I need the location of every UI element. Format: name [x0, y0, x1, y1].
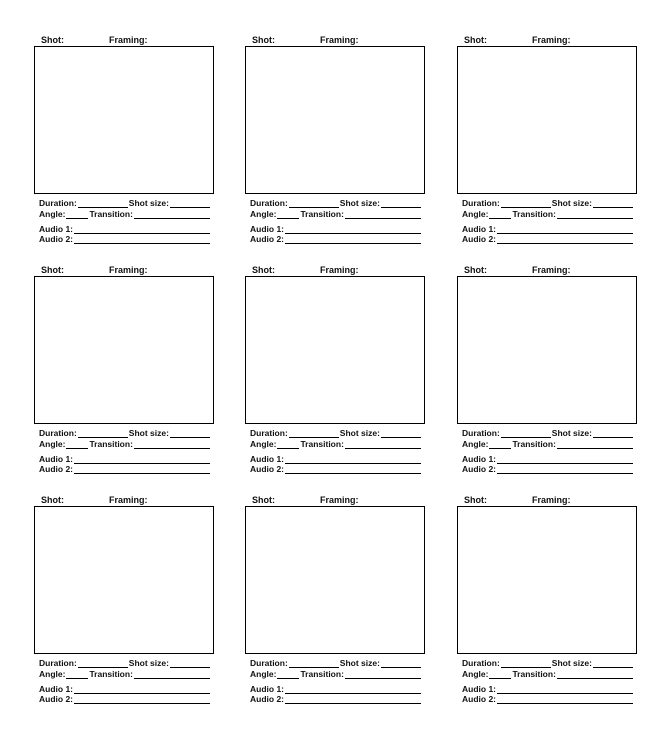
shot-size-label: Shot size: [128, 198, 169, 208]
angle-label: Angle: [250, 669, 277, 679]
framing-label: Framing: [532, 35, 571, 45]
duration-shot-size-row [462, 658, 634, 669]
shot-size-line[interactable] [593, 658, 633, 668]
angle-line[interactable] [489, 439, 511, 449]
audio-2-row [250, 464, 422, 475]
transition-label: Transition: [89, 209, 133, 219]
audio-2-row [39, 694, 211, 705]
framing-label: Framing: [320, 495, 359, 505]
duration-shot-size-row [39, 658, 211, 669]
sketch-frame[interactable] [457, 46, 637, 194]
audio-2-row [250, 234, 422, 245]
audio-2-row [462, 234, 634, 245]
shot-size-line[interactable] [170, 428, 210, 438]
duration-label: Duration: [462, 198, 500, 208]
audio-2-label: Audio 2: [250, 464, 284, 474]
audio-2-line[interactable] [285, 694, 421, 704]
panel-header [464, 34, 636, 46]
audio-2-line[interactable] [285, 464, 421, 474]
shot-size-label: Shot size: [551, 658, 592, 668]
angle-transition-row [250, 209, 422, 220]
sketch-frame[interactable] [245, 506, 425, 654]
storyboard-panel-3 [457, 34, 639, 252]
duration-label: Duration: [250, 428, 288, 438]
angle-transition-row [39, 209, 211, 220]
shot-label: Shot: [41, 495, 64, 505]
angle-transition-row [39, 439, 211, 450]
sketch-frame[interactable] [457, 506, 637, 654]
shot-size-line[interactable] [170, 658, 210, 668]
storyboard-panel-1 [34, 34, 216, 252]
angle-transition-row [250, 669, 422, 680]
transition-label: Transition: [512, 439, 556, 449]
audio-1-label: Audio 1: [462, 454, 496, 464]
audio-1-line[interactable] [74, 224, 210, 234]
angle-line[interactable] [489, 209, 511, 219]
transition-line[interactable] [134, 669, 210, 679]
shot-size-label: Shot size: [128, 428, 169, 438]
audio-2-line[interactable] [497, 694, 633, 704]
angle-line[interactable] [277, 439, 299, 449]
audio-2-row [462, 464, 634, 475]
shot-label: Shot: [464, 35, 487, 45]
duration-label: Duration: [250, 198, 288, 208]
audio-2-row [250, 694, 422, 705]
shot-size-line[interactable] [381, 198, 421, 208]
duration-line[interactable] [501, 198, 551, 208]
sketch-frame[interactable] [34, 506, 214, 654]
shot-label: Shot: [252, 35, 275, 45]
audio-2-label: Audio 2: [462, 464, 496, 474]
storyboard-panel-8 [245, 494, 427, 712]
storyboard-panel-5 [245, 264, 427, 482]
duration-shot-size-row [39, 198, 211, 209]
shot-size-label: Shot size: [339, 198, 380, 208]
framing-label: Framing: [320, 35, 359, 45]
panel-header [464, 494, 636, 506]
transition-label: Transition: [300, 669, 344, 679]
duration-line[interactable] [78, 428, 128, 438]
framing-label: Framing: [109, 265, 148, 275]
transition-label: Transition: [512, 209, 556, 219]
shot-size-label: Shot size: [551, 198, 592, 208]
audio-1-line[interactable] [285, 224, 421, 234]
duration-line[interactable] [78, 198, 128, 208]
angle-label: Angle: [39, 209, 66, 219]
transition-line[interactable] [345, 209, 421, 219]
duration-label: Duration: [462, 428, 500, 438]
duration-shot-size-row [250, 198, 422, 209]
panel-header [464, 264, 636, 276]
duration-shot-size-row [462, 428, 634, 439]
angle-line[interactable] [66, 439, 88, 449]
audio-2-label: Audio 2: [250, 234, 284, 244]
audio-1-label: Audio 1: [462, 224, 496, 234]
shot-label: Shot: [464, 265, 487, 275]
audio-1-label: Audio 1: [39, 224, 73, 234]
framing-label: Framing: [532, 265, 571, 275]
angle-label: Angle: [250, 439, 277, 449]
audio-2-label: Audio 2: [39, 694, 73, 704]
angle-transition-row [250, 439, 422, 450]
shot-size-label: Shot size: [339, 658, 380, 668]
angle-transition-row [462, 209, 634, 220]
duration-shot-size-row [250, 658, 422, 669]
audio-1-line[interactable] [497, 224, 633, 234]
duration-line[interactable] [289, 198, 339, 208]
shot-label: Shot: [41, 35, 64, 45]
transition-line[interactable] [345, 669, 421, 679]
transition-label: Transition: [89, 669, 133, 679]
storyboard-panel-2 [245, 34, 427, 252]
audio-1-line[interactable] [74, 684, 210, 694]
audio-1-label: Audio 1: [250, 684, 284, 694]
audio-1-line[interactable] [285, 454, 421, 464]
panel-header [41, 494, 213, 506]
angle-line[interactable] [66, 209, 88, 219]
audio-2-line[interactable] [497, 234, 633, 244]
transition-label: Transition: [300, 209, 344, 219]
transition-line[interactable] [557, 669, 633, 679]
audio-1-label: Audio 1: [250, 454, 284, 464]
angle-line[interactable] [489, 669, 511, 679]
transition-line[interactable] [557, 209, 633, 219]
duration-shot-size-row [462, 198, 634, 209]
framing-label: Framing: [320, 265, 359, 275]
shot-size-line[interactable] [593, 198, 633, 208]
duration-shot-size-row [39, 428, 211, 439]
panel-header [41, 264, 213, 276]
shot-size-label: Shot size: [128, 658, 169, 668]
panel-header [252, 34, 424, 46]
angle-line[interactable] [277, 669, 299, 679]
duration-line[interactable] [289, 658, 339, 668]
audio-2-label: Audio 2: [462, 694, 496, 704]
duration-shot-size-row [250, 428, 422, 439]
angle-label: Angle: [462, 209, 489, 219]
shot-size-line[interactable] [381, 658, 421, 668]
framing-label: Framing: [532, 495, 571, 505]
sketch-frame[interactable] [34, 46, 214, 194]
duration-line[interactable] [289, 428, 339, 438]
sketch-frame[interactable] [245, 46, 425, 194]
duration-label: Duration: [39, 198, 77, 208]
transition-line[interactable] [134, 439, 210, 449]
angle-line[interactable] [66, 669, 88, 679]
shot-size-line[interactable] [593, 428, 633, 438]
duration-label: Duration: [250, 658, 288, 668]
angle-line[interactable] [277, 209, 299, 219]
audio-1-line[interactable] [74, 454, 210, 464]
sketch-frame[interactable] [34, 276, 214, 424]
transition-label: Transition: [512, 669, 556, 679]
panel-header [252, 264, 424, 276]
audio-1-label: Audio 1: [39, 454, 73, 464]
duration-line[interactable] [501, 428, 551, 438]
shot-label: Shot: [41, 265, 64, 275]
framing-label: Framing: [109, 495, 148, 505]
panel-header [252, 494, 424, 506]
audio-1-line[interactable] [497, 684, 633, 694]
angle-transition-row [462, 439, 634, 450]
shot-size-label: Shot size: [551, 428, 592, 438]
audio-2-label: Audio 2: [39, 234, 73, 244]
audio-2-line[interactable] [497, 464, 633, 474]
audio-2-row [462, 694, 634, 705]
audio-2-row [39, 464, 211, 475]
audio-2-label: Audio 2: [250, 694, 284, 704]
sketch-frame[interactable] [245, 276, 425, 424]
audio-2-line[interactable] [285, 234, 421, 244]
duration-label: Duration: [39, 428, 77, 438]
duration-line[interactable] [501, 658, 551, 668]
storyboard-panel-7 [34, 494, 216, 712]
audio-1-label: Audio 1: [250, 224, 284, 234]
audio-1-label: Audio 1: [39, 684, 73, 694]
audio-2-line[interactable] [74, 694, 210, 704]
audio-2-row [39, 234, 211, 245]
transition-label: Transition: [300, 439, 344, 449]
angle-label: Angle: [250, 209, 277, 219]
angle-label: Angle: [462, 439, 489, 449]
duration-line[interactable] [78, 658, 128, 668]
storyboard-panel-6 [457, 264, 639, 482]
panel-header [41, 34, 213, 46]
angle-transition-row [39, 669, 211, 680]
shot-label: Shot: [464, 495, 487, 505]
storyboard-panel-4 [34, 264, 216, 482]
audio-1-label: Audio 1: [462, 684, 496, 694]
transition-label: Transition: [89, 439, 133, 449]
shot-size-label: Shot size: [339, 428, 380, 438]
sketch-frame[interactable] [457, 276, 637, 424]
duration-label: Duration: [462, 658, 500, 668]
angle-label: Angle: [39, 439, 66, 449]
shot-size-line[interactable] [170, 198, 210, 208]
shot-label: Shot: [252, 495, 275, 505]
audio-2-label: Audio 2: [39, 464, 73, 474]
audio-2-line[interactable] [74, 234, 210, 244]
shot-size-line[interactable] [381, 428, 421, 438]
audio-2-line[interactable] [74, 464, 210, 474]
storyboard-panel-9 [457, 494, 639, 712]
angle-label: Angle: [39, 669, 66, 679]
angle-label: Angle: [462, 669, 489, 679]
angle-transition-row [462, 669, 634, 680]
transition-line[interactable] [134, 209, 210, 219]
audio-2-label: Audio 2: [462, 234, 496, 244]
shot-label: Shot: [252, 265, 275, 275]
duration-label: Duration: [39, 658, 77, 668]
audio-1-line[interactable] [285, 684, 421, 694]
transition-line[interactable] [345, 439, 421, 449]
audio-1-line[interactable] [497, 454, 633, 464]
framing-label: Framing: [109, 35, 148, 45]
transition-line[interactable] [557, 439, 633, 449]
